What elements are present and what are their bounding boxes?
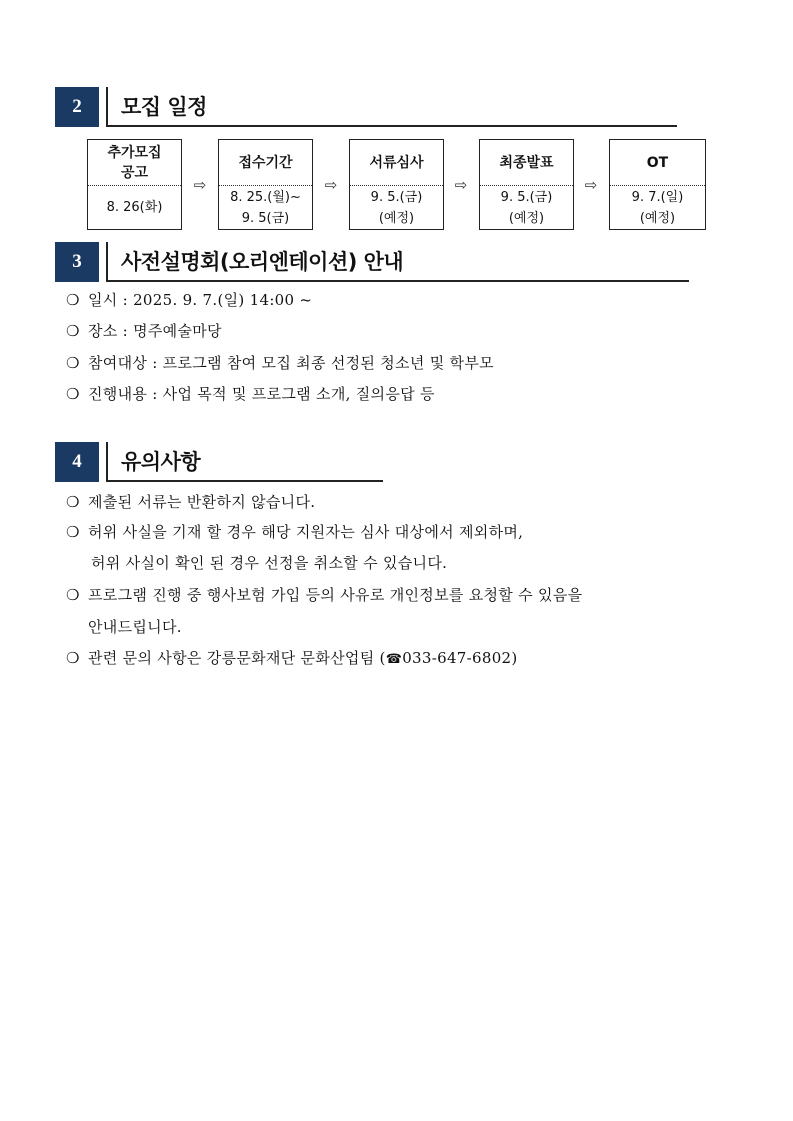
bullet-icon: ❍: [66, 493, 80, 511]
bullet-text: 일시 : 2025. 9. 7.(일) 14:00 ~: [88, 291, 313, 309]
bullet-item: [66, 584, 582, 605]
step-title: 추가모집 공고: [88, 140, 181, 186]
section-title: 모집 일정: [106, 87, 677, 127]
section-title: 사전설명회(오리엔테이션) 안내: [106, 242, 689, 282]
arrow-right-icon: ⇨: [324, 176, 338, 194]
bullet-icon: ❍: [66, 586, 80, 604]
phone-icon: ☎: [385, 652, 403, 667]
schedule-step-final-announcement: [479, 139, 574, 230]
schedule-step-announcement: [87, 139, 182, 230]
bullet-icon: ❍: [66, 649, 80, 667]
bullet-item: [66, 320, 222, 341]
section-number: 3: [55, 242, 99, 282]
bullet-item: [66, 383, 435, 404]
step-date: 9. 5.(금) (예정): [370, 189, 423, 226]
step-title: OT: [610, 140, 705, 186]
step-date: 9. 5.(금) (예정): [500, 189, 553, 226]
bullet-continuation: 안내드립니다.: [88, 618, 182, 636]
bullet-text: 진행내용 : 사업 목적 및 프로그램 소개, 질의응답 등: [88, 385, 435, 403]
schedule-step-application: [218, 139, 313, 230]
schedule-step-document-review: [349, 139, 444, 230]
schedule-step-ot: [609, 139, 706, 230]
bullet-icon: ❍: [66, 523, 80, 541]
phone-number: 033-647-6802): [402, 649, 518, 667]
bullet-icon: ❍: [66, 385, 80, 403]
bullet-item: [66, 352, 494, 373]
bullet-item: [66, 289, 312, 310]
bullet-text: 프로그램 진행 중 행사보험 가입 등의 사유로 개인정보를 요청할 수 있음을: [88, 586, 583, 604]
bullet-item: [66, 647, 518, 668]
section-title: 유의사항: [106, 442, 383, 482]
bullet-icon: ❍: [66, 354, 80, 372]
bullet-item: [66, 521, 523, 542]
arrow-right-icon: ⇨: [454, 176, 468, 194]
bullet-text: 참여대상 : 프로그램 참여 모집 최종 선정된 청소년 및 학부모: [88, 354, 494, 372]
bullet-item: [66, 491, 315, 512]
bullet-continuation: 허위 사실이 확인 된 경우 선정을 취소할 수 있습니다.: [91, 554, 448, 572]
section-number: 2: [55, 87, 99, 127]
bullet-text: 허위 사실을 기재 할 경우 해당 지원자는 심사 대상에서 제외하며,: [88, 523, 524, 541]
bullet-icon: ❍: [66, 291, 80, 309]
bullet-text: 장소 : 명주예술마당: [88, 322, 222, 340]
step-date: 8. 25.(월)~ 9. 5(금): [230, 189, 301, 226]
section-number: 4: [55, 442, 99, 482]
step-date: 8. 26(화): [106, 200, 163, 215]
step-title: 최종발표: [480, 140, 573, 186]
step-title: 접수기간: [219, 140, 312, 186]
bullet-text: 제출된 서류는 반환하지 않습니다.: [88, 493, 316, 511]
step-date: 9. 7.(일) (예정): [631, 189, 684, 226]
arrow-right-icon: ⇨: [584, 176, 598, 194]
bullet-icon: ❍: [66, 322, 80, 340]
arrow-right-icon: ⇨: [193, 176, 207, 194]
bullet-text: 관련 문의 사항은 강릉문화재단 문화산업팀 (: [88, 649, 386, 667]
step-title: 서류심사: [350, 140, 443, 186]
